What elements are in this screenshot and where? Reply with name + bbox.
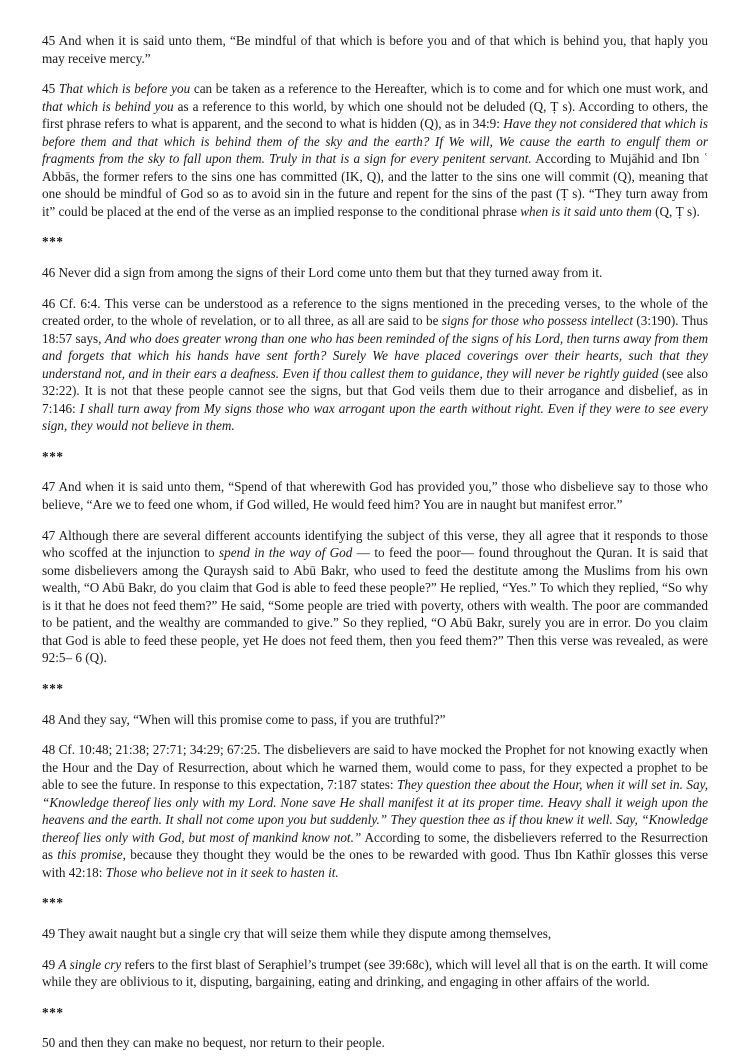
page-content (42, 32, 708, 1061)
section-divider: *** (42, 1004, 64, 1020)
commentary-text-45: 45 That which is before you can be taken as a reference to the Hereafter, which is to come and for which one must work, and that which is behind you as a reference to this world, by which one should not be deluded (Q, Ṭ s). According to others, the first phrase refers to what is apparent, and the second to what is hidden (Q), as in 34:9: Have they not considered that which is before them and that which is behind them of the sky and the earth? If We will, We cause the earth to engulf them or fragments from the sky to fall upon them. Truly in that is a sign for every penitent servant. According to Mujāhid and Ibn ʿ Abbās, the former refers to the sins one has committed (IK, Q), and the latter to the sins one will commit (Q), meaning that one should be mindful of God so as to avoid sin in the future and repent for the sins of the past (Ṭ s). “They turn away from it” could be placed at the end of the verse as an implied response to the conditional phrase when is it said unto them (Q, Ṭ s). (42, 81, 708, 219)
commentary-text-48: 48 Cf. 10:48; 21:38; 27:71; 34:29; 67:25. The disbelievers are said to have mocked the Prophet for not knowing exactly when the Hour and the Day of Resurrection, about which he warned them, would come to pass, for they expected a prophet to be able to see the future. In response to this expectation, 7:187 states: They question thee about the Hour, when it will set in. Say, “Knowledge thereof lies only with my Lord. None save He shall manifest it at its proper time. Heavy shall it weigh upon the heavens and the earth. It shall not come upon you but suddenly.” They question thee as if thou knew it well. Say, “Knowledge thereof lies only with God, but most of mankind know not.” According to some, the disbelievers referred to the Resurrection as this promise, because they thought they would be the ones to be rewarded with good. Thus Ibn Kathīr glosses this verse with 42:18: Those who believe not in it seek to hasten it. (42, 742, 708, 880)
verse-text-48: 48 And they say, “When will this promise come to pass, if you are truthful?” (42, 711, 446, 727)
section-divider: *** (42, 680, 64, 696)
verse-text-46: 46 Never did a sign from among the signs of their Lord come unto them but that they turned away from it. (42, 265, 603, 281)
commentary-text-47: 47 Although there are several different accounts identifying the subject of this verse, they all agree that it responds to those who scoffed at the injunction to spend in the way of God — to feed the poor— found throughout the Quran. It is said that some disbelievers among the Quraysh said to Abū Bakr, who used to feed the destitute among the Muslims from his own wealth, “O Abū Bakr, do you claim that God is able to feed these people?” He replied, “Yes.” To which they replied, “So why is it that he does not feed them?” He said, “Some people are tried with poverty, others with wealth. The poor are commanded to be patient, and the wealthy are commanded to give.” So they replied, “O Abū Bakr, surely you are in error. Do you claim that God is able to feed these people, yet He does not feed them, then you feed them?” Then this verse was revealed, as were 92:5– 6 (Q). (42, 527, 708, 666)
verse-text-49: 49 They await naught but a single cry that will seize them while they dispute among themselves, (42, 925, 552, 941)
section-divider: *** (42, 234, 64, 250)
verse-text-50: 50 and then they can make no bequest, nor return to their people. (42, 1035, 385, 1051)
section-divider: *** (42, 448, 64, 464)
section-divider: *** (42, 895, 64, 911)
verse-text-45: 45 And when it is said unto them, “Be mindful of that which is before you and of that which is behind you, that haply you may receive mercy.” (42, 33, 708, 66)
commentary-text-46: 46 Cf. 6:4. This verse can be understood as a reference to the signs mentioned in the preceding verses, to the whole of the created order, to the whole of revelation, or to all three, as all are said to be signs for those who possess intellect (3:190). Thus 18:57 says, And who does greater wrong than one who has been reminded of the signs of his Lord, then turns away from them and forgets that which his hands have sent forth? Surely We have placed coverings over their hearts, such that they understand not, and in their ears a deafness. Even if thou callest them to guidance, they will never be rightly guided (see also 32:22). It is not that these people cannot see the signs, but that God veils them due to their arrogance and disbelief, as in 7:146: I shall turn away from My signs those who wax arrogant upon the earth without right. Even if they were to see every sign, they would not believe in them. (42, 295, 709, 434)
commentary-text-49: 49 A single cry refers to the first blast of Seraphiel’s trumpet (see 39:68c), which will level all that is on the earth. It will come while they are oblivious to it, disputing, bargaining, eating and drinking, and engaging in other affairs of the world. (42, 956, 709, 990)
verse-text-47: 47 And when it is said unto them, “Spend of that wherewith God has provided you,” those who disbelieve say to those who believe, “Are we to feed one whom, if God willed, He would feed him? You are in naught but manifest error.” (42, 479, 708, 513)
